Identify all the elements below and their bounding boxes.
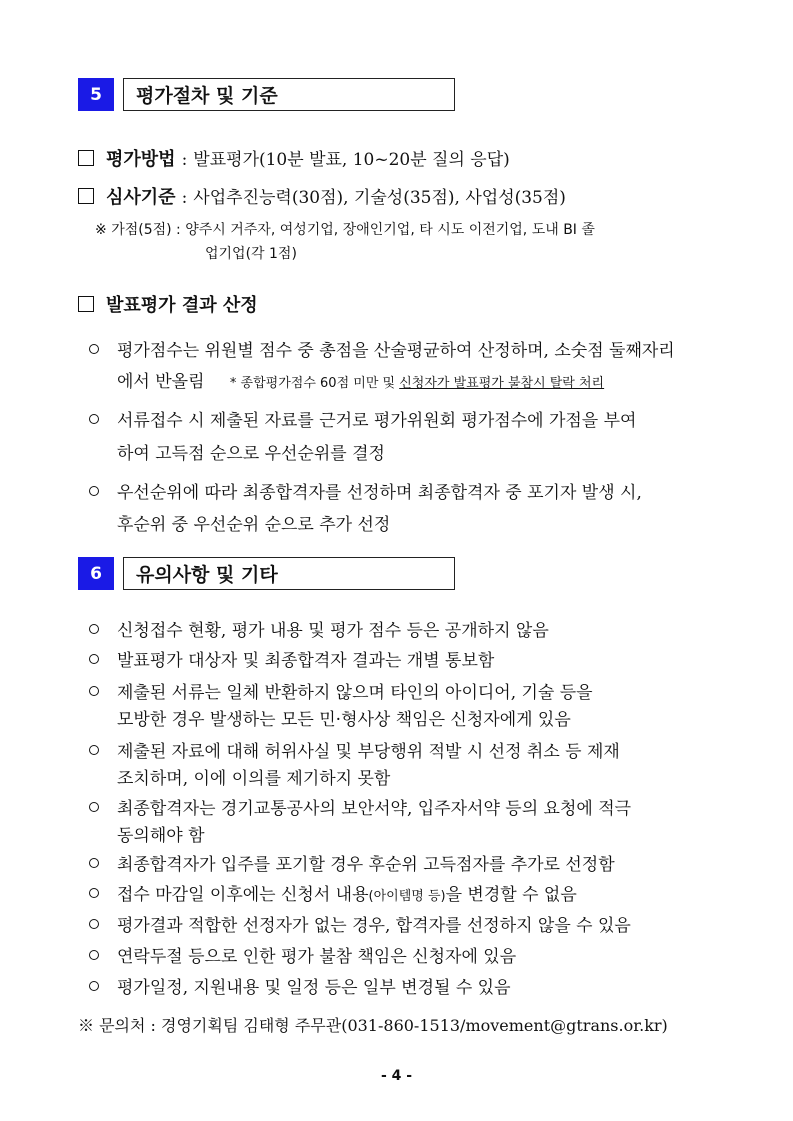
checkbox-square-icon <box>78 296 94 312</box>
method-text: 발표평가(10분 발표, 10~20분 질의 응답) <box>193 150 510 170</box>
list-item: 신청접수 현황, 평가 내용 및 평가 점수 등은 공개하지 않음 <box>117 621 549 641</box>
list-item: 평가일정, 지원내용 및 일정 등은 일부 변경될 수 있음 <box>117 978 511 998</box>
bullet-circle-icon <box>89 414 99 424</box>
section-title: 평가절차 및 기준 <box>123 78 455 111</box>
list-item: 평가결과 적합한 선정자가 없는 경우, 합격자를 선정하지 않을 수 있음 <box>117 916 631 936</box>
contact-info: ※ 문의처 : 경영기획팀 김태형 주무관(031-860-1513/movement@gtrans.or.kr) <box>78 1016 668 1035</box>
bullet-circle-icon <box>89 858 99 868</box>
criteria-heading: 심사기준 <box>106 187 176 208</box>
list-item-continuation: 하여 고득점 순으로 우선순위를 결정 <box>117 444 385 464</box>
section-number: 6 <box>78 557 114 590</box>
list-item <box>117 880 577 905</box>
section-5-header <box>78 78 455 111</box>
method-heading: 평가방법 <box>106 149 176 170</box>
bonus-text: 양주시 거주자, 여성기업, 장애인기업, 타 시도 이전기업, 도내 BI 졸 <box>185 222 595 238</box>
list-item: 연락두절 등으로 인한 평가 불참 책임은 신청자에 있음 <box>117 947 517 967</box>
list-item-continuation <box>117 367 604 392</box>
page-number: - 4 - <box>380 1068 413 1084</box>
list-item-text: 을 변경할 수 없음 <box>445 885 577 905</box>
section-6-header <box>78 557 455 590</box>
bullet-circle-icon <box>89 654 99 664</box>
result-heading-line <box>78 291 258 317</box>
checkbox-square-icon <box>78 188 94 204</box>
criteria-line: 심사기준 : 사업추진능력(30점), 기술성(35점), 사업성(35점) <box>78 183 566 209</box>
bonus-note-line1 <box>95 219 595 239</box>
criteria-text: 사업추진능력(30점), 기술성(35점), 사업성(35점) <box>193 188 566 208</box>
list-item-continuation: 동의해야 함 <box>117 826 205 846</box>
bonus-note-line2: 업기업(각 1점) <box>205 246 297 262</box>
list-item: 최종합격자는 경기교통공사의 보안서약, 입주자서약 등의 요청에 적극 <box>117 799 632 819</box>
list-item-continuation: 후순위 중 우선순위 순으로 추가 선정 <box>117 515 391 535</box>
list-item-text: 접수 마감일 이후에는 신청서 내용 <box>117 885 369 905</box>
footnote-underlined: 신청자가 발표평가 불참시 탈락 처리 <box>399 376 605 391</box>
bullet-circle-icon <box>89 745 99 755</box>
reference-mark: ※ <box>95 222 107 238</box>
list-item-continuation: 모방한 경우 발생하는 모든 민·형사상 책임은 신청자에게 있음 <box>117 710 571 730</box>
bullet-circle-icon <box>89 686 99 696</box>
bullet-circle-icon <box>89 888 99 898</box>
list-item: 제출된 서류는 일체 반환하지 않으며 타인의 아이디어, 기술 등을 <box>117 683 593 703</box>
footnote-text: * 종합평가점수 60점 미만 및 <box>229 376 400 391</box>
list-item: 최종합격자가 입주를 포기할 경우 후순위 고득점자를 추가로 선정함 <box>117 855 615 875</box>
section-title: 유의사항 및 기타 <box>123 557 455 590</box>
bullet-circle-icon <box>89 950 99 960</box>
checkbox-square-icon <box>78 150 94 166</box>
list-item-continuation: 조치하며, 이에 이의를 제기하지 못함 <box>117 769 391 789</box>
bullet-circle-icon <box>89 344 99 354</box>
bullet-circle-icon <box>89 802 99 812</box>
list-item-text: 에서 반올림 <box>117 372 205 392</box>
list-item: 제출된 자료에 대해 허위사실 및 부당행위 적발 시 선정 취소 등 제재 <box>117 742 620 762</box>
list-item: 서류접수 시 제출된 자료를 근거로 평가위원회 평가점수에 가점을 부여 <box>117 411 637 431</box>
result-heading: 발표평가 결과 산정 <box>106 295 258 316</box>
evaluation-method-line: 평가방법 : 발표평가(10분 발표, 10~20분 질의 응답) <box>78 145 510 171</box>
list-item: 우선순위에 따라 최종합격자를 선정하며 최종합격자 중 포기자 발생 시, <box>117 483 642 503</box>
bullet-circle-icon <box>89 624 99 634</box>
list-item: 발표평가 대상자 및 최종합격자 결과는 개별 통보함 <box>117 651 495 671</box>
bullet-circle-icon <box>89 919 99 929</box>
bullet-circle-icon <box>89 981 99 991</box>
bonus-label: 가점(5점) : <box>111 222 181 238</box>
section-number: 5 <box>78 78 114 111</box>
list-item: 평가점수는 위원별 점수 중 총점을 산술평균하여 산정하며, 소숫점 둘째자리 <box>117 341 675 361</box>
list-item-small-text: (아이템명 등) <box>368 889 446 904</box>
bullet-circle-icon <box>89 486 99 496</box>
